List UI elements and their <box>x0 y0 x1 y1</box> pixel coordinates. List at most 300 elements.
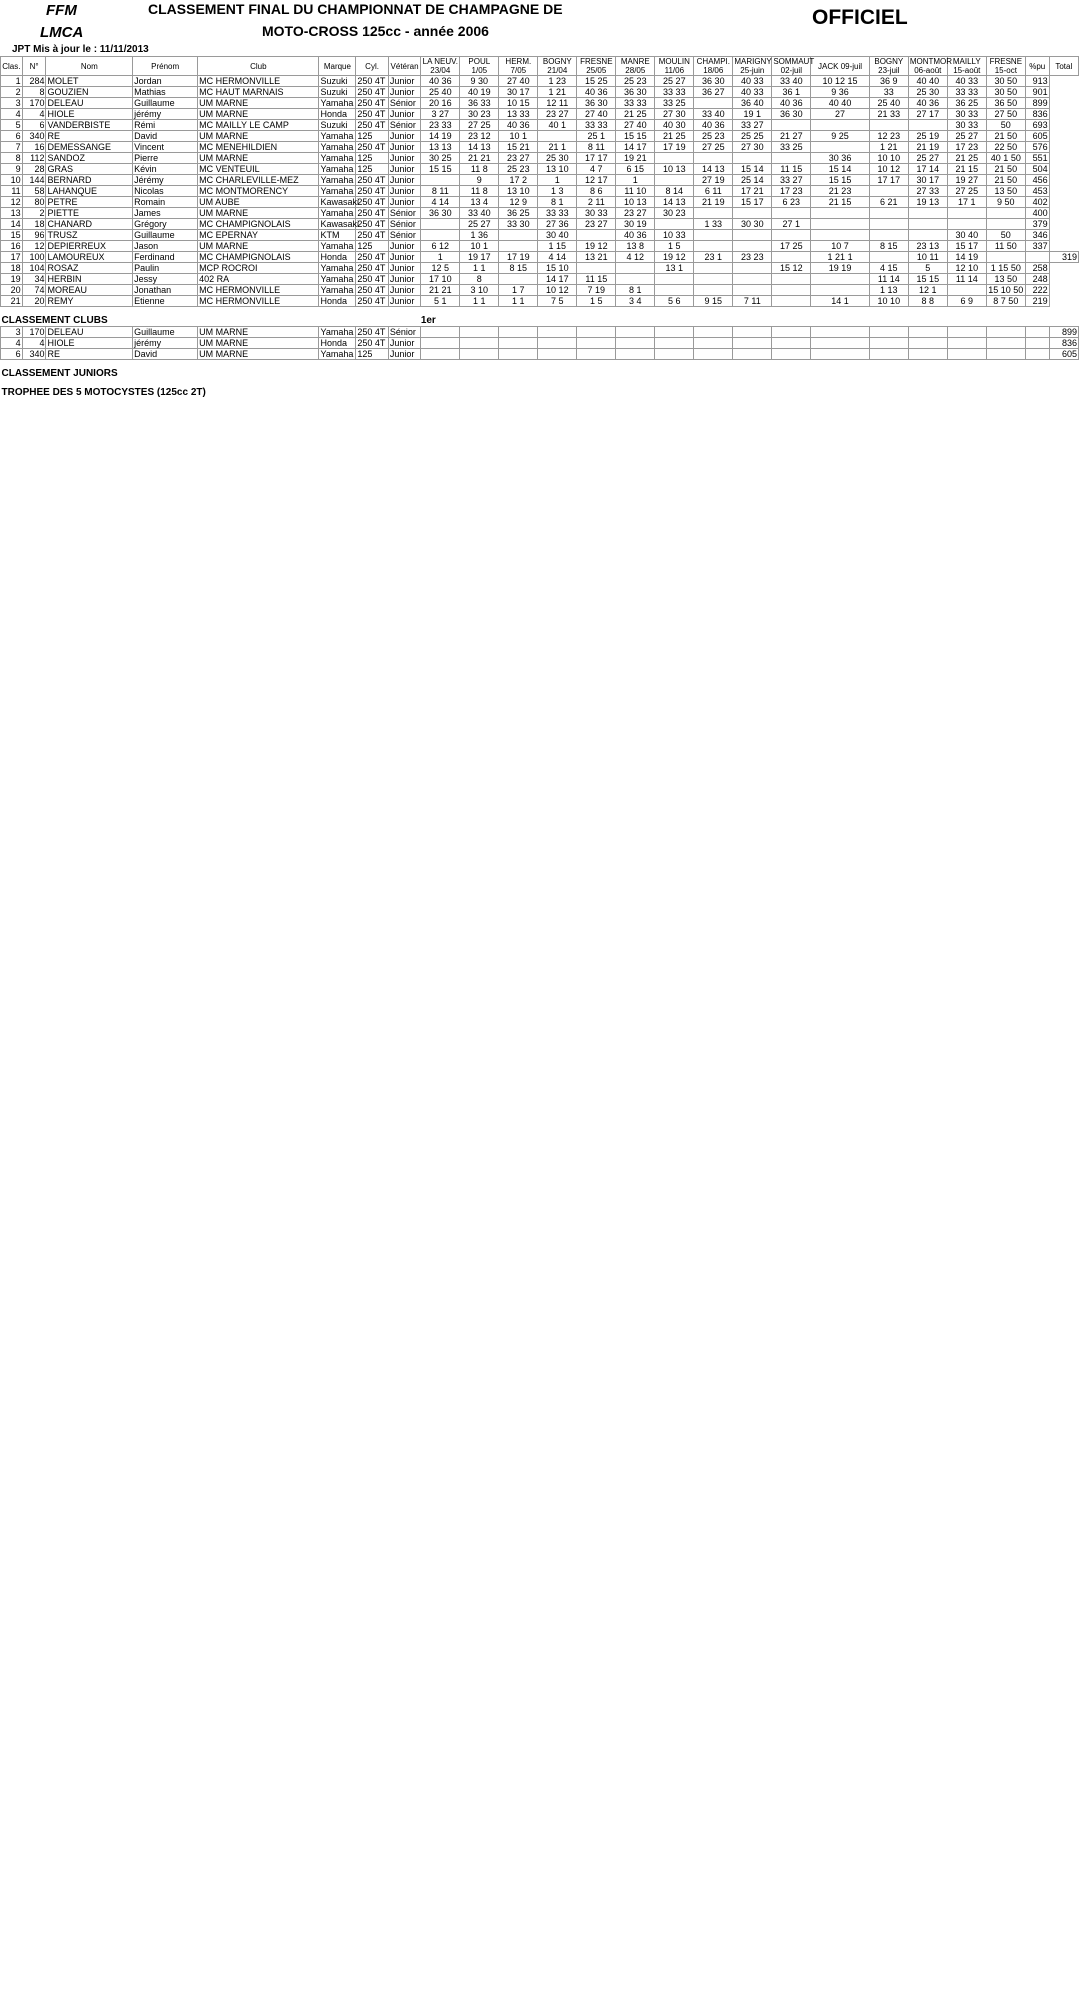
make-cell: Yamaha <box>319 153 356 164</box>
rank-cell: 10 <box>1 175 23 186</box>
cylinder-cell: 125 <box>356 153 389 164</box>
category-cell: Junior <box>388 175 421 186</box>
column-header: MONTMOR 06-août <box>909 57 953 75</box>
cylinder-cell: 250 4T <box>356 120 389 131</box>
rank-cell: 12 <box>1 197 23 208</box>
first-name-cell: James <box>133 208 198 219</box>
category-cell: Sénior <box>388 219 421 230</box>
score-cell: 30 17 <box>908 175 947 186</box>
first-name-cell: Romain <box>133 197 198 208</box>
score-cell: 13 21 <box>577 252 616 263</box>
rank-cell: 16 <box>1 241 23 252</box>
first-name-cell: Jérémy <box>133 175 198 186</box>
score-cell: 33 40 <box>460 208 499 219</box>
score-cell <box>772 349 811 360</box>
make-cell: Suzuki <box>319 120 356 131</box>
score-cell <box>616 263 655 274</box>
score-cell <box>947 349 986 360</box>
last-name-cell: ROSAZ <box>46 263 133 274</box>
make-cell: Yamaha <box>319 263 356 274</box>
column-header: N° <box>22 57 46 76</box>
score-cell: 9 36 <box>811 87 870 98</box>
score-cell <box>655 274 694 285</box>
score-cell: 10 7 <box>811 241 870 252</box>
make-cell: Kawasaki <box>320 219 360 229</box>
score-cell <box>947 285 986 296</box>
make-cell: Yamaha <box>319 285 356 296</box>
rank-cell: 3 <box>1 98 23 109</box>
score-cell <box>986 252 1025 263</box>
column-header: BOGNY 23-juil <box>869 57 908 76</box>
club-cell: MC MONTMORENCY <box>198 186 319 197</box>
score-cell: 8 8 <box>908 296 947 307</box>
rank-cell: 8 <box>1 153 23 164</box>
score-cell: 17 14 <box>908 164 947 175</box>
score-cell <box>869 230 908 241</box>
document-header <box>0 0 1079 56</box>
club-cell: UM MARNE <box>198 153 319 164</box>
score-cell: 12 11 <box>538 98 577 109</box>
bib-cell: 20 <box>22 296 46 307</box>
total-cell: 836 <box>1049 338 1078 349</box>
bib-cell: 284 <box>22 76 46 87</box>
total-cell: 319 <box>1049 252 1078 263</box>
table-row <box>1 120 1079 131</box>
score-cell <box>421 219 460 230</box>
last-name-cell: HIOLE <box>46 338 133 349</box>
bib-cell: 170 <box>22 98 46 109</box>
club-cell: MC CHAMPIGNOLAIS <box>198 252 319 263</box>
score-cell <box>869 186 908 197</box>
table-row <box>1 230 1079 241</box>
cylinder-cell: 250 4T <box>356 219 389 230</box>
score-cell: 15 10 <box>538 263 577 274</box>
score-cell <box>772 120 811 131</box>
score-cell: 12 9 <box>499 197 538 208</box>
score-cell: 11 14 <box>947 274 986 285</box>
score-cell: 10 15 <box>499 98 538 109</box>
score-cell: 3 10 <box>460 285 499 296</box>
score-cell <box>733 230 772 241</box>
score-cell <box>538 349 577 360</box>
score-cell: 19 19 <box>811 263 870 274</box>
score-cell: 27 50 <box>986 109 1025 120</box>
score-cell: 21 50 <box>986 164 1025 175</box>
club-standings <box>1 307 1079 327</box>
score-cell: 30 30 <box>733 219 772 230</box>
category-cell: Junior <box>388 164 421 175</box>
bib-cell: 2 <box>22 208 46 219</box>
score-cell: 36 50 <box>986 98 1025 109</box>
score-cell <box>908 230 947 241</box>
score-cell: 25 1 <box>577 131 616 142</box>
make-cell: Suzuki <box>319 87 356 98</box>
column-header: MARIGNY 25-juin <box>734 57 772 75</box>
first-name-cell: Ferdinand <box>133 252 198 263</box>
score-cell: 33 <box>869 87 908 98</box>
score-cell: 1 <box>421 252 460 263</box>
score-cell: 33 30 <box>499 219 538 230</box>
general-standings <box>1 76 1079 307</box>
score-cell: 23 23 <box>733 252 772 263</box>
score-cell: 1 1 <box>460 296 499 307</box>
score-cell: 25 30 <box>538 153 577 164</box>
score-cell <box>655 175 694 186</box>
score-cell: 8 6 <box>577 186 616 197</box>
score-cell: 8 11 <box>421 186 460 197</box>
table-row <box>1 285 1079 296</box>
cylinder-cell: 250 4T <box>356 142 389 153</box>
total-cell: 605 <box>1049 349 1078 360</box>
score-cell: 21 21 <box>460 153 499 164</box>
score-cell: 12 5 <box>421 263 460 274</box>
score-cell: 15 15 <box>616 131 655 142</box>
score-cell: 1 <box>616 175 655 186</box>
score-cell <box>460 338 499 349</box>
score-cell: 25 27 <box>908 153 947 164</box>
score-cell: 9 15 <box>694 296 733 307</box>
score-cell <box>694 327 733 338</box>
score-cell: 19 21 <box>616 153 655 164</box>
table-row <box>1 241 1079 252</box>
score-cell: 27 25 <box>694 142 733 153</box>
total-cell: 836 <box>1025 109 1049 120</box>
make-cell: Yamaha <box>319 164 356 175</box>
score-cell: 10 13 <box>655 164 694 175</box>
table-row <box>1 131 1079 142</box>
rank-cell: 3 <box>1 327 23 338</box>
score-cell: 8 1 <box>616 285 655 296</box>
score-cell: 13 8 <box>616 241 655 252</box>
bib-cell: 80 <box>22 197 46 208</box>
club-cell: MC VENTEUIL <box>198 164 319 175</box>
score-cell: 1 23 <box>538 76 577 87</box>
score-cell: 17 2 <box>499 175 538 186</box>
score-cell: 36 40 <box>733 98 772 109</box>
trophy-standings <box>1 379 1079 398</box>
score-cell: 14 17 <box>616 142 655 153</box>
table-row <box>1 186 1079 197</box>
table-row <box>1 327 1079 338</box>
score-cell <box>1025 252 1049 263</box>
score-cell: 25 19 <box>908 131 947 142</box>
score-cell: 4 14 <box>538 252 577 263</box>
score-cell: 15 15 <box>811 175 870 186</box>
first-name-cell: Paulin <box>133 263 198 274</box>
cylinder-cell: 250 4T <box>356 263 389 274</box>
score-cell: 22 50 <box>986 142 1025 153</box>
score-cell: 33 25 <box>655 98 694 109</box>
score-cell: 19 27 <box>947 175 986 186</box>
score-cell: 19 17 <box>460 252 499 263</box>
score-cell <box>811 120 870 131</box>
score-cell <box>577 327 616 338</box>
score-cell: 13 13 <box>421 142 460 153</box>
score-cell: 30 50 <box>986 76 1025 87</box>
first-name-cell: jérémy <box>133 109 198 120</box>
score-cell: 27 40 <box>577 109 616 120</box>
score-cell: 17 21 <box>733 186 772 197</box>
category-cell: Junior <box>388 142 421 153</box>
club-cell: UM MARNE <box>198 349 319 360</box>
category-cell: Junior <box>388 252 421 263</box>
score-cell: 1 21 1 <box>811 252 870 263</box>
score-cell <box>811 142 870 153</box>
score-cell: 27 25 <box>460 120 499 131</box>
last-name-cell: DELEAU <box>46 327 133 338</box>
score-cell <box>421 349 460 360</box>
score-cell: 14 13 <box>694 164 733 175</box>
score-cell: 4 12 <box>616 252 655 263</box>
category-cell: Sénior <box>388 230 421 241</box>
score-cell <box>538 338 577 349</box>
score-cell <box>811 219 870 230</box>
score-cell: 23 27 <box>499 153 538 164</box>
score-cell: 1 <box>538 175 577 186</box>
score-cell: 10 10 <box>869 153 908 164</box>
score-cell: 36 30 <box>694 76 733 87</box>
make-cell: KTM <box>319 230 356 241</box>
category-cell: Junior <box>388 263 421 274</box>
score-cell: 19 13 <box>908 197 947 208</box>
score-cell: 25 23 <box>694 131 733 142</box>
score-cell: 30 50 <box>986 87 1025 98</box>
last-name-cell: VANDERBISTE <box>46 120 133 131</box>
score-cell: 9 25 <box>811 131 870 142</box>
score-cell <box>869 120 908 131</box>
score-cell: 27 19 <box>694 175 733 186</box>
score-cell: 1 15 50 <box>986 263 1025 274</box>
column-header: Clas. <box>1 57 23 76</box>
score-cell: 1 5 <box>655 241 694 252</box>
score-cell: 1 1 <box>460 263 499 274</box>
first-name-cell: Kévin <box>133 164 198 175</box>
total-cell: 379 <box>1025 219 1049 230</box>
score-cell: 15 15 <box>421 164 460 175</box>
score-cell <box>947 208 986 219</box>
score-cell: 13 10 <box>538 164 577 175</box>
score-cell: 10 13 <box>616 197 655 208</box>
score-cell: 33 33 <box>616 98 655 109</box>
total-cell: 913 <box>1025 76 1049 87</box>
page-title: CLASSEMENT FINAL DU CHAMPIONNAT DE CHAMPAGNE DE <box>148 1 563 17</box>
club-cell: MC MENEHILDIEN <box>198 142 319 153</box>
club-cell: MC CHAMPIGNOLAIS <box>198 219 319 230</box>
first-name-cell: jérémy <box>133 338 198 349</box>
score-cell: 15 15 <box>908 274 947 285</box>
last-name-cell: HERBIN <box>46 274 133 285</box>
score-cell <box>772 230 811 241</box>
score-cell: 15 17 <box>947 241 986 252</box>
score-cell <box>772 327 811 338</box>
club-section-title: CLASSEMENT CLUBS <box>1 314 108 326</box>
score-cell: 15 10 50 <box>988 285 1024 295</box>
cylinder-cell: 250 4T <box>356 186 389 197</box>
cylinder-cell: 250 4T <box>356 252 389 263</box>
bib-cell: 170 <box>22 327 46 338</box>
score-cell: 50 <box>986 230 1025 241</box>
score-cell: 12 10 <box>947 263 986 274</box>
score-cell: 25 27 <box>655 76 694 87</box>
first-name-cell: Etienne <box>133 296 198 307</box>
rank-cell: 2 <box>1 87 23 98</box>
total-cell: 576 <box>1025 142 1049 153</box>
score-cell <box>986 327 1025 338</box>
total-cell: 504 <box>1025 164 1049 175</box>
score-cell: 40 33 <box>733 87 772 98</box>
score-cell: 7 11 <box>733 296 772 307</box>
trophy-section-title: TROPHEE DES 5 MOTOCYSTES (125cc 2T) <box>1 386 206 398</box>
score-cell <box>616 274 655 285</box>
score-cell <box>908 219 947 230</box>
score-cell <box>733 153 772 164</box>
column-header: Marque <box>319 57 356 76</box>
score-cell <box>577 338 616 349</box>
score-cell <box>869 208 908 219</box>
table-row <box>1 338 1079 349</box>
score-cell: 8 15 <box>499 263 538 274</box>
score-cell: 23 27 <box>577 219 616 230</box>
score-cell: 21 25 <box>655 131 694 142</box>
score-cell: 13 33 <box>499 109 538 120</box>
rank-cell: 4 <box>1 338 23 349</box>
category-cell: Junior <box>388 153 421 164</box>
bib-cell: 74 <box>22 285 46 296</box>
category-cell: Junior <box>388 197 421 208</box>
column-header: SOMMAUT 02-juil <box>773 57 815 75</box>
score-cell: 23 12 <box>460 131 499 142</box>
score-cell: 30 23 <box>460 109 499 120</box>
category-cell: Junior <box>388 186 421 197</box>
club-cell: UM AUBE <box>198 197 319 208</box>
score-cell: 21 21 <box>421 285 460 296</box>
category-cell: Junior <box>388 296 421 307</box>
score-cell: 21 50 <box>986 131 1025 142</box>
make-cell: Yamaha <box>319 142 356 153</box>
score-cell <box>733 241 772 252</box>
score-cell <box>772 252 811 263</box>
score-cell <box>655 153 694 164</box>
score-cell: 9 30 <box>460 76 499 87</box>
score-cell: 10 33 <box>655 230 694 241</box>
score-cell <box>908 338 947 349</box>
score-cell: 1 1 <box>499 296 538 307</box>
score-cell <box>869 252 908 263</box>
score-cell: 6 21 <box>869 197 908 208</box>
score-cell: 30 40 <box>538 230 577 241</box>
score-cell <box>908 208 947 219</box>
score-cell <box>733 327 772 338</box>
first-name-cell: Jonathan <box>133 285 198 296</box>
club-cell: UM MARNE <box>198 208 319 219</box>
total-cell: 901 <box>1025 87 1049 98</box>
category-cell: Junior <box>388 338 421 349</box>
total-cell: 453 <box>1025 186 1049 197</box>
total-cell: 402 <box>1025 197 1049 208</box>
score-cell <box>1025 349 1049 360</box>
total-cell: 899 <box>1025 98 1049 109</box>
junior-standings <box>1 360 1079 380</box>
bib-cell: 8 <box>22 87 46 98</box>
first-name-cell: David <box>133 131 198 142</box>
score-cell: 23 1 <box>694 252 733 263</box>
score-cell <box>616 338 655 349</box>
bib-cell: 12 <box>22 241 46 252</box>
rank-cell: 5 <box>1 120 23 131</box>
score-cell <box>460 327 499 338</box>
score-cell <box>577 263 616 274</box>
score-cell: 10 1 <box>460 241 499 252</box>
column-header: Vétéran <box>388 57 421 76</box>
bib-cell: 96 <box>22 230 46 241</box>
table-row <box>1 296 1079 307</box>
make-cell: Yamaha <box>319 274 356 285</box>
score-cell: 15 12 <box>772 263 811 274</box>
score-cell: 8 11 <box>577 142 616 153</box>
score-cell <box>655 285 694 296</box>
first-name-cell: Rémi <box>133 120 198 131</box>
cylinder-cell: 125 <box>356 164 389 175</box>
category-cell: Junior <box>388 349 421 360</box>
score-cell <box>772 296 811 307</box>
score-cell <box>772 274 811 285</box>
score-cell <box>733 208 772 219</box>
score-cell <box>499 230 538 241</box>
column-header: FRESNE 15-oct <box>986 57 1025 76</box>
score-cell: 10 1 <box>499 131 538 142</box>
club-cell: UM MARNE <box>198 98 319 109</box>
score-cell: 30 33 <box>577 208 616 219</box>
score-cell: 17 23 <box>772 186 811 197</box>
score-cell: 30 36 <box>811 153 870 164</box>
total-cell: 456 <box>1025 175 1049 186</box>
score-cell: 21 1 <box>538 142 577 153</box>
score-cell <box>772 285 811 296</box>
score-cell: 14 17 <box>538 274 577 285</box>
table-row <box>1 274 1079 285</box>
score-cell: 13 4 <box>460 197 499 208</box>
update-date: JPT Mis à jour le : 11/11/2013 <box>12 44 149 55</box>
score-cell: 17 17 <box>869 175 908 186</box>
score-cell: 33 27 <box>772 175 811 186</box>
score-cell: 23 27 <box>616 208 655 219</box>
score-cell: 36 9 <box>869 76 908 87</box>
first-name-cell: Nicolas <box>133 186 198 197</box>
score-cell: 11 15 <box>577 274 616 285</box>
score-cell: 7 19 <box>577 285 616 296</box>
table-row <box>1 153 1079 164</box>
rank-cell: 6 <box>1 131 23 142</box>
rank-cell: 14 <box>1 219 23 230</box>
score-cell: 5 <box>908 263 947 274</box>
rank-cell: 17 <box>1 252 23 263</box>
score-cell: 33 27 <box>733 120 772 131</box>
score-cell <box>986 349 1025 360</box>
score-cell <box>655 219 694 230</box>
score-cell: 15 14 <box>811 164 870 175</box>
score-cell <box>811 338 870 349</box>
score-cell: 9 50 <box>986 197 1025 208</box>
score-cell: 36 27 <box>694 87 733 98</box>
score-cell <box>694 98 733 109</box>
last-name-cell: LAHANQUE <box>46 186 133 197</box>
score-cell <box>499 349 538 360</box>
score-cell: 40 36 <box>616 230 655 241</box>
make-cell: Yamaha <box>319 131 356 142</box>
first-name-cell: Mathias <box>133 87 198 98</box>
column-header: MOULIN 11/06 <box>655 57 694 76</box>
score-cell: 11 15 <box>772 164 811 175</box>
